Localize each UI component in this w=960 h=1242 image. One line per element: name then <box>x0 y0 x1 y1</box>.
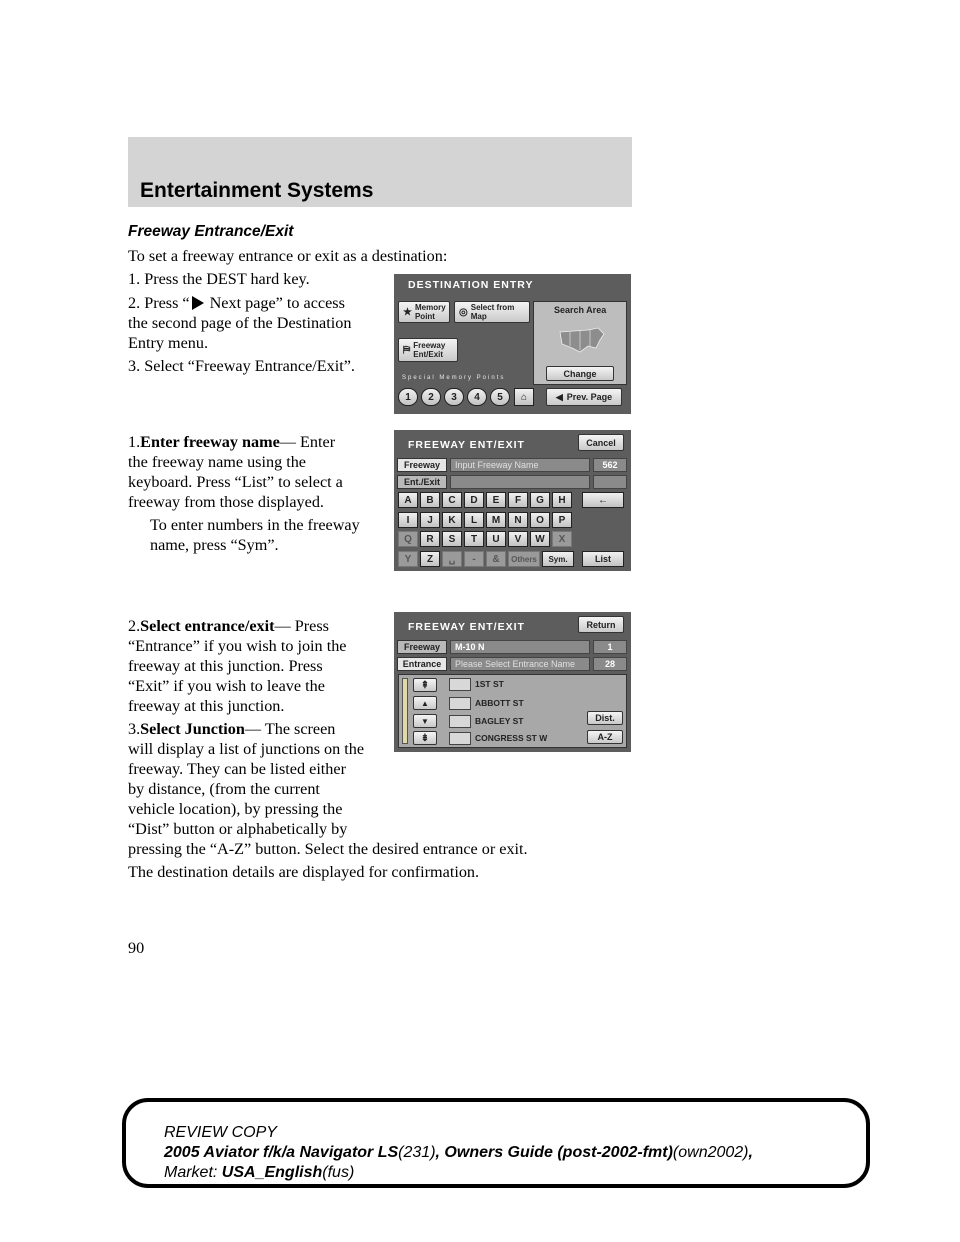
key-q[interactable]: Q <box>398 531 418 547</box>
closing-text: The destination details are displayed for confirmation. <box>128 863 480 881</box>
page-number: 90 <box>128 939 145 957</box>
ent-exit-field <box>450 475 590 489</box>
memory-key-1[interactable]: 1 <box>398 388 418 406</box>
junction-select-box[interactable] <box>449 678 471 691</box>
step-1-text: 1. Press the DEST hard key. <box>128 270 310 288</box>
key-z[interactable]: Z <box>420 551 440 567</box>
memory-point-button[interactable]: ★ Memory Point <box>398 301 450 323</box>
key-h[interactable]: H <box>552 492 572 508</box>
home-icon[interactable]: ⌂ <box>514 388 534 406</box>
junction-item[interactable]: CONGRESS ST W <box>475 733 548 743</box>
junction-select-box[interactable] <box>449 715 471 728</box>
ent-exit-tab[interactable]: Ent./Exit <box>397 475 447 489</box>
usa-map-icon <box>558 326 606 354</box>
scroll-up-icon[interactable]: ▲ <box>413 696 437 710</box>
others-key[interactable]: Others <box>508 551 540 567</box>
freeway-junction-screen <box>394 612 631 752</box>
key-ampersand[interactable]: & <box>486 551 506 567</box>
key-e[interactable]: E <box>486 492 506 508</box>
step-2-text: 2. Press “ Next page” to access <box>128 294 345 312</box>
select-from-map-button[interactable]: ◎ Select from Map <box>454 301 530 323</box>
key-v[interactable]: V <box>508 531 528 547</box>
key-a[interactable]: A <box>398 492 418 508</box>
enter-name-line: keyboard. Press “List” to select a <box>128 473 343 491</box>
enter-name-sub-line: To enter numbers in the freeway <box>150 516 360 534</box>
next-page-arrow-icon <box>192 296 204 310</box>
key-g[interactable]: G <box>530 492 550 508</box>
enter-name-heading: 1.Enter freeway name— Enter <box>128 433 336 451</box>
memory-key-2[interactable]: 2 <box>421 388 441 406</box>
key-c[interactable]: C <box>442 492 462 508</box>
search-area-label: Search Area <box>554 305 607 315</box>
key-i[interactable]: I <box>398 512 418 528</box>
section-title: Entertainment Systems <box>140 179 374 202</box>
step-3-text: 3. Select “Freeway Entrance/Exit”. <box>128 357 355 375</box>
screen-title: FREEWAY ENT/EXIT <box>408 621 525 633</box>
select-junction-heading: 3.Select Junction— The screen <box>128 720 336 738</box>
key-s[interactable]: S <box>442 531 462 547</box>
enter-name-line: freeway from those displayed. <box>128 493 324 511</box>
key-n[interactable]: N <box>508 512 528 528</box>
freeway-icon: ⛿ <box>403 344 411 356</box>
enter-name-line: the freeway name using the <box>128 453 306 471</box>
subsection-heading: Freeway Entrance/Exit <box>128 223 294 240</box>
key-k[interactable]: K <box>442 512 462 528</box>
freeway-tab[interactable]: Freeway <box>397 640 447 654</box>
return-button[interactable]: Return <box>578 616 624 633</box>
search-area-panel <box>533 301 627 385</box>
footer-product-line: 2005 Aviator f/k/a Navigator LS(231), Owners Guide (post-2002-fmt)(own2002), <box>164 1144 753 1161</box>
page-down-icon[interactable]: ⇟ <box>413 731 437 745</box>
memory-key-3[interactable]: 3 <box>444 388 464 406</box>
scroll-down-icon[interactable]: ▼ <box>413 714 437 728</box>
key-y[interactable]: Y <box>398 551 418 567</box>
freeway-tab[interactable]: Freeway <box>397 458 447 472</box>
key-l[interactable]: L <box>464 512 484 528</box>
entrance-prompt: Please Select Entrance Name <box>450 657 590 671</box>
globe-icon: ◎ <box>459 306 468 318</box>
junction-item[interactable]: ABBOTT ST <box>475 698 524 708</box>
review-copy-label: REVIEW COPY <box>164 1124 277 1141</box>
junction-list-panel <box>398 674 627 748</box>
footer-market-line: Market: USA_English(fus) <box>164 1164 355 1181</box>
key-p[interactable]: P <box>552 512 572 528</box>
destination-entry-screen <box>394 274 631 414</box>
key-x[interactable]: X <box>552 531 572 547</box>
freeway-keyboard-screen <box>394 430 631 571</box>
junction-select-box[interactable] <box>449 732 471 745</box>
scrollbar[interactable] <box>402 678 408 744</box>
key-f[interactable]: F <box>508 492 528 508</box>
select-junction-line: by distance, (from the current <box>128 780 320 798</box>
step-2-line-3: Entry menu. <box>128 334 209 352</box>
select-junction-line: will display a list of junctions on the <box>128 740 365 758</box>
screen-title: FREEWAY ENT/EXIT <box>408 439 525 451</box>
page-up-icon[interactable]: ⇞ <box>413 678 437 692</box>
key-u[interactable]: U <box>486 531 506 547</box>
key-b[interactable]: B <box>420 492 440 508</box>
junction-item[interactable]: 1ST ST <box>475 679 504 689</box>
key-j[interactable]: J <box>420 512 440 528</box>
key-r[interactable]: R <box>420 531 440 547</box>
enter-name-sub-line: name, press “Sym”. <box>150 536 279 554</box>
select-entrance-line: freeway at this junction. Press <box>128 657 323 675</box>
memory-key-5[interactable]: 5 <box>490 388 510 406</box>
az-button[interactable]: A-Z <box>587 730 623 744</box>
key-o[interactable]: O <box>530 512 550 528</box>
select-junction-line: “Dist” button or alphabetically by <box>128 820 348 838</box>
key-m[interactable]: M <box>486 512 506 528</box>
select-entrance-line: freeway at this junction. <box>128 697 285 715</box>
select-entrance-heading: 2.Select entrance/exit— Press <box>128 617 329 635</box>
select-entrance-line: “Entrance” if you wish to join the <box>128 637 347 655</box>
cancel-button[interactable]: Cancel <box>578 434 624 451</box>
freeway-value: M-10 N <box>450 640 590 654</box>
key-w[interactable]: W <box>530 531 550 547</box>
entrance-count: 28 <box>593 657 627 671</box>
sym-key[interactable]: Sym. <box>542 551 574 567</box>
memory-key-4[interactable]: 4 <box>467 388 487 406</box>
prev-page-button[interactable]: ◀ Prev. Page <box>546 388 622 406</box>
ent-exit-count <box>593 475 627 489</box>
select-junction-line: vehicle location), by pressing the <box>128 800 343 818</box>
junction-select-box[interactable] <box>449 697 471 710</box>
freeway-count: 562 <box>593 458 627 472</box>
special-memory-points-label: Special Memory Points <box>402 375 506 381</box>
intro-text: To set a freeway entrance or exit as a destination: <box>128 247 448 265</box>
section-header-bar <box>128 137 632 207</box>
key-space[interactable]: ␣ <box>442 551 462 567</box>
back-arrow-icon: ◀ <box>555 391 563 402</box>
junction-item[interactable]: BAGLEY ST <box>475 716 524 726</box>
list-button[interactable]: List <box>582 551 624 567</box>
key-dash[interactable]: - <box>464 551 484 567</box>
backspace-key[interactable]: ← <box>582 492 624 508</box>
select-junction-line: freeway. They can be listed either <box>128 760 346 778</box>
select-entrance-line: “Exit” if you wish to leave the <box>128 677 325 695</box>
freeway-count: 1 <box>593 640 627 654</box>
screen-title: DESTINATION ENTRY <box>408 279 534 291</box>
freeway-name-input[interactable]: Input Freeway Name <box>450 458 590 472</box>
key-t[interactable]: T <box>464 531 484 547</box>
select-junction-line: pressing the “A-Z” button. Select the desired entrance or exit. <box>128 840 528 858</box>
step-2-line-2: the second page of the Destination <box>128 314 352 332</box>
entrance-tab[interactable]: Entrance <box>397 657 447 671</box>
memory-point-icon: ★ <box>403 306 412 318</box>
key-d[interactable]: D <box>464 492 484 508</box>
change-button[interactable]: Change <box>546 366 614 381</box>
freeway-ent-exit-button[interactable]: ⛿ Freeway Ent/Exit <box>398 338 458 362</box>
dist-button[interactable]: Dist. <box>587 711 623 725</box>
